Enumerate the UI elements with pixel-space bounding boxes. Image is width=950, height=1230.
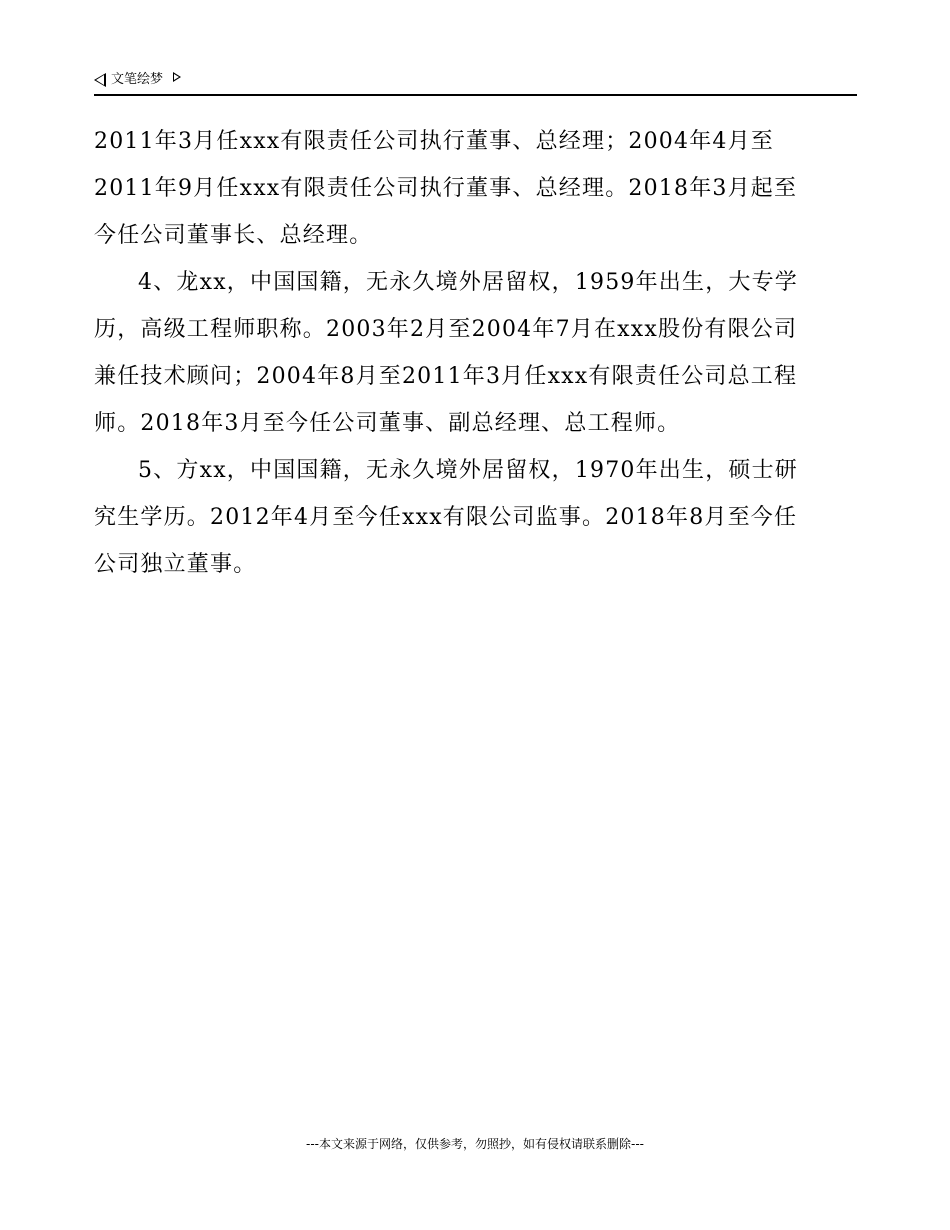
text-line: 公司独立董事。 xyxy=(94,552,257,577)
triangle-left-icon xyxy=(94,73,106,87)
text-line: 究生学历。2012年4月至今任xxx有限公司监事。2018年8月至今任 xyxy=(94,505,798,530)
text-line: 兼任技术顾问；2004年8月至2011年3月任xxx有限责任公司总工程 xyxy=(94,364,798,389)
document-body xyxy=(94,118,850,588)
text-line: 历，高级工程师职称。2003年2月至2004年7月在xxx股份有限公司 xyxy=(94,317,798,342)
text-line: 师。2018年3月至今任公司董事、副总经理、总工程师。 xyxy=(94,411,681,436)
page-header xyxy=(94,70,857,96)
paragraph-item-5 xyxy=(94,447,850,588)
text-line: 4、龙xx，中国国籍，无永久境外居留权，1959年出生，大专学 xyxy=(138,270,799,295)
paragraph-continued xyxy=(94,118,850,259)
text-line: 2011年9月任xxx有限责任公司执行董事、总经理。2018年3月起至 xyxy=(94,176,798,201)
header-brand xyxy=(94,71,181,89)
brand-text: 文笔绘梦 xyxy=(111,72,164,87)
footer-notice: ---本文来源于网络，仅供参考，勿照抄，如有侵权请联系删除--- xyxy=(306,1137,644,1151)
paragraph-item-4 xyxy=(94,259,850,447)
text-line: 2011年3月任xxx有限责任公司执行董事、总经理；2004年4月至 xyxy=(94,129,774,154)
triangle-right-icon xyxy=(173,72,181,82)
text-line: 5、方xx，中国国籍，无永久境外居留权，1970年出生，硕士研 xyxy=(138,458,799,483)
text-line: 今任公司董事长、总经理。 xyxy=(94,223,373,248)
